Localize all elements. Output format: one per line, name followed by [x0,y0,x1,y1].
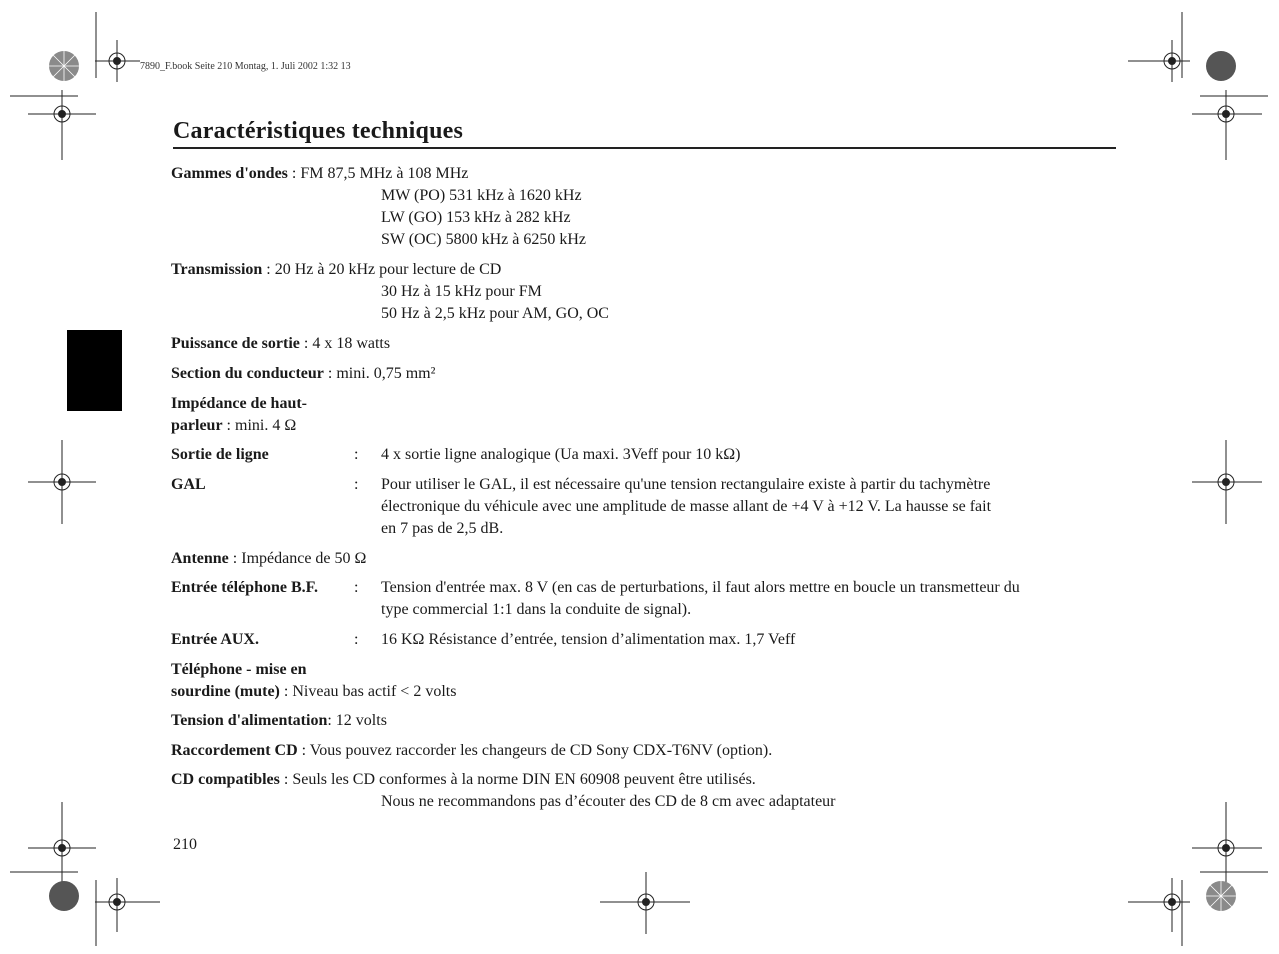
spec-antenne [171,548,366,570]
spec-value: mini. 0,75 mm² [336,365,436,382]
spec-label: Section du conducteur [171,365,324,382]
spec-label: Transmission [171,261,263,278]
crosshair-mark-icon [1192,440,1262,524]
spec-value-line: Pour utiliser le GAL, il est nécessaire qu'une tension rectangulaire existe à partir du tachymètre [381,476,991,493]
crosshair-mark-icon [600,872,690,934]
spec-value-line: SW (OC) 5800 kHz à 6250 kHz [381,231,587,248]
spec-value: 16 KΩ Résistance d’entrée, tension d’alimentation max. 1,7 Veff [381,631,796,648]
spec-value: Seuls les CD conformes à la norme DIN EN 60908 peuvent être utilisés. [292,771,756,788]
spec-label: Puissance de sortie [171,335,300,352]
spec-value-line: électronique du véhicule avec une amplitude de masse allant de +4 V à +12 V. La hausse se fait [381,498,992,515]
spec-label: CD compatibles [171,771,280,788]
crosshair-mark-icon [10,12,140,160]
spec-label: Impédance de haut- [171,395,308,412]
spec-label [171,474,206,496]
spec-label: Antenne [171,550,229,567]
spec-label-text: Entrée AUX. [171,631,259,648]
spec-value: Niveau bas actif < 2 volts [292,683,457,700]
spec-tension [171,710,387,732]
calibration-dot-icon [49,51,79,81]
spec-label: Gammes d'ondes [171,165,288,182]
spec-value: Vous pouvez raccorder les changeurs de CD Sony CDX-T6NV (option). [309,742,773,759]
spec-value: 4 x sortie ligne analogique (Ua maxi. 3Veff pour 10 kΩ) [381,446,741,463]
spec-separator: : [323,365,337,382]
spec-value-line: Tension d'entrée max. 8 V (en cas de perturbations, il faut alors mettre en boucle un transmetteur du [381,579,1020,596]
spec-impedance [171,415,296,437]
spec-separator: : [228,550,242,567]
spec-separator: : [279,771,293,788]
spec-label-text: Sortie de ligne [171,446,269,463]
spec-separator: : [354,579,359,596]
spec-separator: : [354,476,359,493]
spec-value: mini. 4 Ω [235,417,297,434]
crosshair-mark-icon [1128,802,1268,946]
page-title: Caractéristiques techniques [173,118,464,144]
spec-label: sourdine (mute) [171,683,280,700]
spec-cd [171,769,756,791]
spec-gammes [171,163,468,185]
spec-mute-label [171,659,307,681]
spec-value-line: MW (PO) 531 kHz à 1620 kHz [381,187,582,204]
spec-value: 20 Hz à 20 kHz pour lecture de CD [274,261,502,278]
page-number: 210 [173,836,197,853]
spec-label: Raccordement CD [171,742,298,759]
spec-separator: : [287,165,301,182]
calibration-dot-icon [49,881,79,911]
spec-value-line: en 7 pas de 2,5 dB. [381,520,504,537]
spec-value: 4 x 18 watts [312,335,391,352]
spec-mute [171,681,456,703]
spec-value-line: Nous ne recommandons pas d’écouter des CD de 8 cm avec adaptateur [381,793,836,810]
crosshair-mark-icon [28,440,96,524]
spec-value: Impédance de 50 Ω [241,550,367,567]
spec-value-line: LW (GO) 153 kHz à 282 kHz [381,209,571,226]
spec-impedance-label [171,393,307,415]
spec-raccordement [171,740,772,762]
spec-value: FM 87,5 MHz à 108 MHz [300,165,469,182]
spec-label [171,444,269,466]
spec-section [171,363,435,385]
spec-label: parleur [171,417,223,434]
spec-separator: : [262,261,275,278]
spec-separator: : [279,683,293,700]
crosshair-mark-icon [10,802,160,946]
spec-value-line: 30 Hz à 15 kHz pour FM [381,283,542,300]
spec-label-text: GAL [171,476,206,493]
crosshair-mark-icon [1128,12,1268,160]
spec-label-text: Entrée téléphone B.F. [171,579,318,596]
title-rule [173,147,1116,149]
spec-value-line: type commercial 1:1 dans la conduite de signal). [381,601,692,618]
spec-transmission [171,259,501,281]
spec-separator: : [327,712,336,729]
spec-separator: : [299,335,313,352]
spec-value: 12 volts [335,712,387,729]
spec-separator: : [354,631,359,648]
calibration-dot-icon [1206,881,1236,911]
spec-separator: : [354,446,359,463]
print-header: 7890_F.book Seite 210 Montag, 1. Juli 2002 1:32 13 [140,61,351,72]
section-tab [67,330,122,411]
spec-puissance [171,333,390,355]
spec-separator: : [222,417,235,434]
spec-value-line: 50 Hz à 2,5 kHz pour AM, GO, OC [381,305,609,322]
calibration-dot-icon [1206,51,1236,81]
spec-label: Téléphone - mise en [171,661,307,678]
spec-label [171,577,318,599]
spec-separator: : [297,742,310,759]
spec-label [171,629,259,651]
spec-label: Tension d'alimentation [171,712,328,729]
